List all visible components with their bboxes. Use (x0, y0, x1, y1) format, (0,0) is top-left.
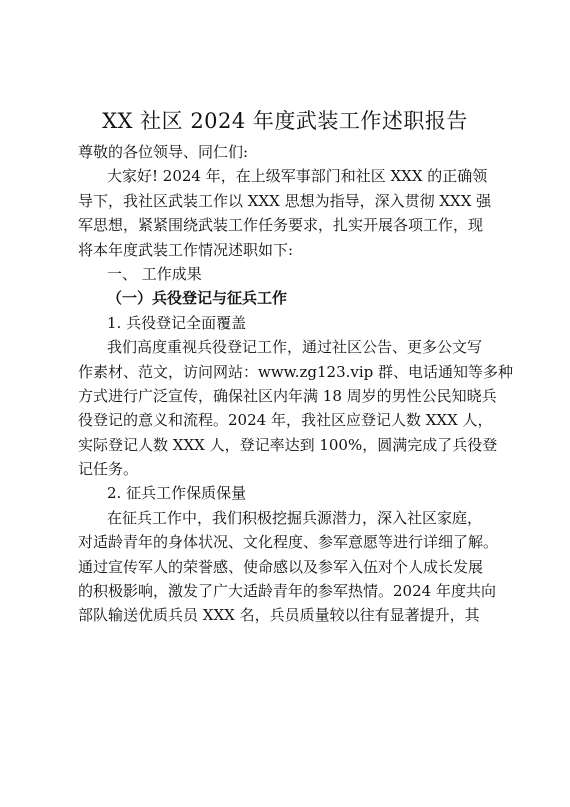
paragraph-line: 导下，我社区武装工作以 XXX 思想为指导，深入贯彻 XXX 强 (78, 191, 492, 210)
section-heading: 一、 工作成果 (107, 264, 202, 283)
item-heading: 1. 兵役登记全面覆盖 (107, 313, 247, 332)
salutation: 尊敬的各位领导、同仁们: (78, 143, 249, 161)
paragraph-line: 在征兵工作中，我们积极挖掘兵源潜力，深入社区家庭， (107, 508, 483, 527)
paragraph-line: 通过宣传军人的荣誉感、使命感以及参军入伍对个人成长发展 (78, 557, 484, 576)
paragraph-line: 将本年度武装工作情况述职如下: (78, 240, 294, 259)
paragraph-line: 实际登记人数 XXX 人，登记率达到 100%，圆满完成了兵役登 (78, 435, 498, 454)
paragraph-line: 我们高度重视兵役登记工作，通过社区公告、更多公文写 (107, 338, 483, 357)
paragraph-line: 方式进行广泛宣传，确保社区内年满 18 周岁的男性公民知晓兵 (78, 386, 497, 405)
paragraph-line: 对适龄青年的身体状况、文化程度、参军意愿等进行详细了解。 (78, 533, 499, 552)
document-body (78, 140, 514, 628)
document-title: XX 社区 2024 年度武装工作述职报告 (102, 109, 468, 133)
subsection-heading: （一）兵役登记与征兵工作 (107, 289, 288, 308)
paragraph-line: 记任务。 (78, 460, 139, 479)
item-heading: 2. 征兵工作保质保量 (107, 484, 247, 503)
paragraph-line: 的积极影响，激发了广大适龄青年的参军热情。2024 年度共向 (78, 582, 496, 601)
paragraph-line: 役登记的意义和流程。2024 年，我社区应登记人数 XXX 人， (78, 411, 493, 430)
paragraph-line: 军思想，紧紧围绕武装工作任务要求，扎实开展各项工作，现 (78, 216, 484, 235)
paragraph-line: 大家好! 2024 年，在上级军事部门和社区 XXX 的正确领 (107, 167, 488, 186)
paragraph-line: 作素材、范文，访问网站：www.zg123.vip 群、电话通知等多种 (78, 362, 514, 381)
paragraph-line: 部队输送优质兵员 XXX 名，兵员质量较以往有显著提升，其 (78, 606, 480, 625)
